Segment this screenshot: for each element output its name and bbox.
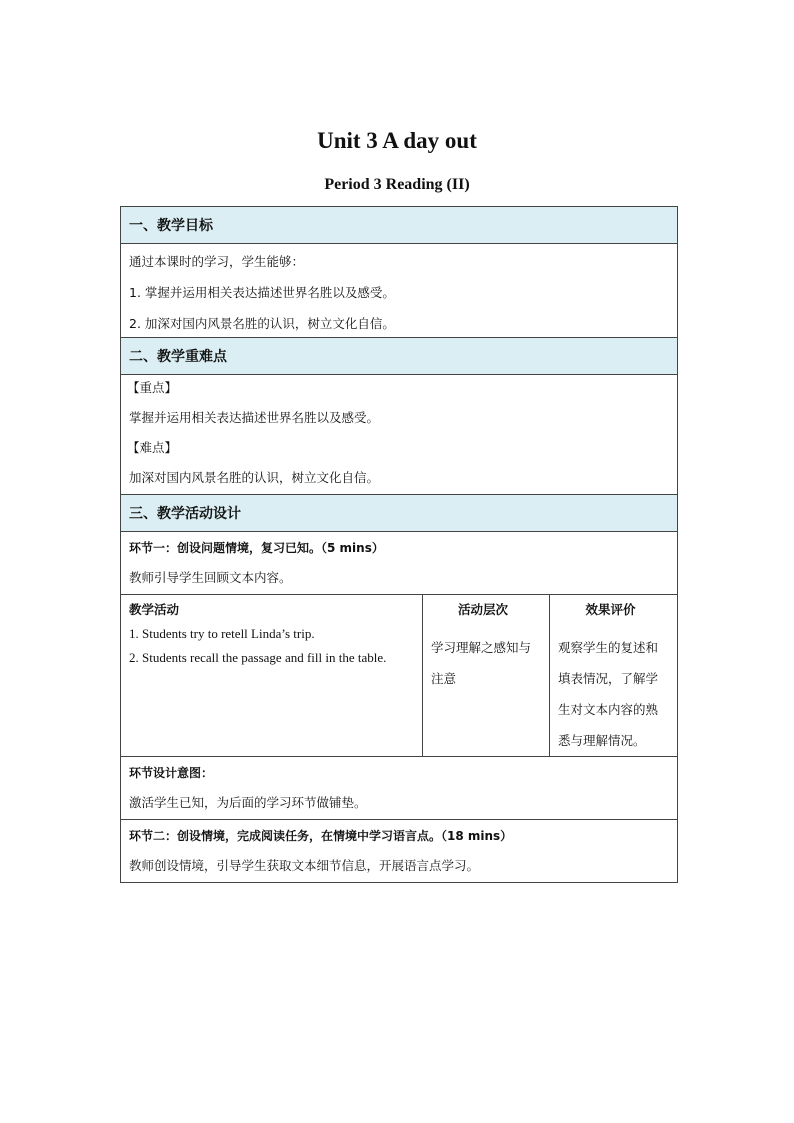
key-point-text: 掌握并运用相关表达描述世界名胜以及感受。 bbox=[129, 410, 380, 425]
difficult-point-text: 加深对国内风景名胜的认识，树立文化自信。 bbox=[129, 470, 380, 485]
evaluation-line-3: 生对文本内容的熟 bbox=[558, 702, 659, 717]
evaluation-line-4: 悉与理解情况。 bbox=[558, 733, 646, 748]
evaluation-line-1: 观察学生的复述和 bbox=[558, 640, 659, 655]
section2-content-row bbox=[121, 375, 678, 495]
step1-description: 教师引导学生回顾文本内容。 bbox=[129, 570, 292, 585]
activity-item-1: 1. Students try to retell Linda’s trip. bbox=[129, 626, 315, 641]
section1-content-cell bbox=[121, 244, 678, 338]
activity-level-header: 活动层次 bbox=[457, 602, 508, 617]
evaluation-line-2: 填表情况，了解学 bbox=[558, 671, 659, 686]
design-intent-label: 环节设计意图： bbox=[129, 766, 214, 780]
design-intent-cell bbox=[121, 757, 678, 820]
document-title: Unit 3 A day out bbox=[317, 128, 477, 153]
activity-level-cell bbox=[423, 595, 550, 757]
section3-header-row bbox=[121, 495, 678, 532]
section1-header-row bbox=[121, 207, 678, 244]
difficult-point-label: 【难点】 bbox=[127, 440, 178, 455]
key-point-label: 【重点】 bbox=[127, 380, 178, 395]
section1-heading: 一、教学目标 bbox=[129, 218, 213, 234]
step2-title: 环节二：创设情境，完成阅读任务，在情境中学习语言点。（18 mins） bbox=[129, 829, 513, 843]
step1-row bbox=[121, 532, 678, 595]
section3-heading-cell bbox=[121, 495, 678, 532]
document-subtitle: Period 3 Reading (II) bbox=[324, 176, 470, 193]
section1-intro: 通过本课时的学习，学生能够： bbox=[129, 254, 305, 269]
teaching-activity-header: 教学活动 bbox=[129, 602, 180, 617]
objective-item-2: 2. 加深对国内风景名胜的认识，树立文化自信。 bbox=[129, 316, 395, 331]
section3-heading: 三、教学活动设计 bbox=[129, 506, 241, 522]
teaching-activity-cell bbox=[121, 595, 423, 757]
activity-row bbox=[121, 595, 678, 757]
section2-heading: 二、教学重难点 bbox=[129, 349, 227, 365]
activity-level-line-2: 注意 bbox=[431, 671, 457, 686]
step2-cell bbox=[121, 820, 678, 883]
step2-row bbox=[121, 820, 678, 883]
section1-content-row bbox=[121, 244, 678, 338]
step2-description: 教师创设情境，引导学生获取文本细节信息，开展语言点学习。 bbox=[129, 858, 480, 873]
design-intent-text: 激活学生已知，为后面的学习环节做铺垫。 bbox=[129, 795, 367, 810]
section2-header-row bbox=[121, 338, 678, 375]
design-intent-row bbox=[121, 757, 678, 820]
activity-item-2: 2. Students recall the passage and fill in the table. bbox=[129, 650, 387, 665]
step1-title: 环节一：创设问题情境，复习已知。（5 mins） bbox=[129, 541, 384, 555]
objective-item-1: 1. 掌握并运用相关表达描述世界名胜以及感受。 bbox=[129, 285, 395, 300]
evaluation-cell bbox=[550, 595, 678, 757]
step1-cell bbox=[121, 532, 678, 595]
evaluation-header: 效果评价 bbox=[585, 602, 636, 617]
lesson-plan-table bbox=[120, 206, 678, 883]
section2-content-cell bbox=[121, 375, 678, 495]
section1-heading-cell bbox=[121, 207, 678, 244]
section2-heading-cell bbox=[121, 338, 678, 375]
activity-level-line-1: 学习理解之感知与 bbox=[431, 640, 532, 655]
